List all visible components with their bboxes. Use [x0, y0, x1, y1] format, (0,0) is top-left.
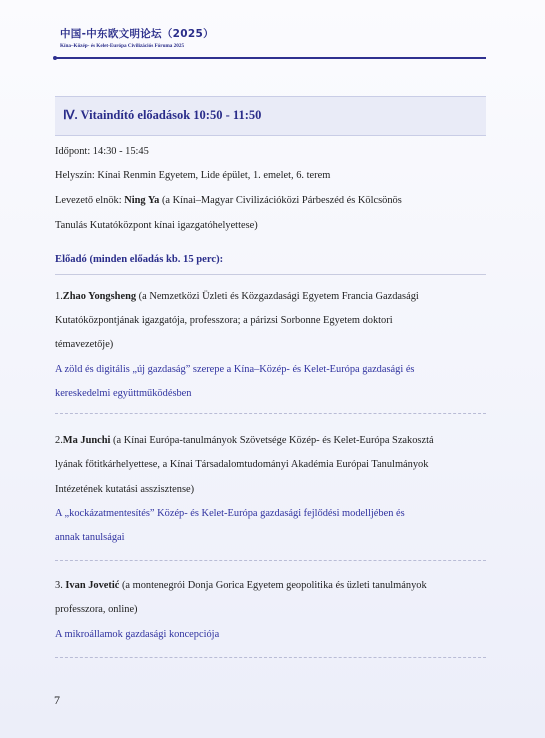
page-number: 7: [54, 693, 60, 707]
speaker-affiliation: (a montenegrói Donja Gorica Egyetem geopolitika és üzleti tanulmányok: [119, 580, 427, 591]
moderator-label: Levezető elnök:: [55, 195, 125, 206]
speaker-affiliation-cont: témavezetője): [55, 339, 114, 350]
speaker-affiliation: (a Kínai Európa-tanulmányok Szövetsége Közép- és Kelet-Európa Szakosztá: [110, 435, 434, 446]
speaker-2: [55, 434, 434, 448]
talk-title-cont: annak tanulságai: [55, 532, 125, 543]
running-header: [60, 26, 214, 49]
header-subtitle: Kína–Közép- és Kelet-Európa Civilizációs Fóruma 2025: [60, 43, 185, 49]
speaker-affiliation-cont: professzora, online): [55, 604, 138, 615]
speaker-affiliation-cont: lyának főtitkárhelyettese, a Kínai Társadalomtudományi Akadémia Európai Tanulmányok: [55, 459, 429, 470]
talk-title: A mikroállamok gazdasági koncepciója: [55, 629, 220, 640]
speaker-number: 2.: [55, 435, 63, 446]
section-banner: [55, 96, 486, 136]
place-info: Helyszín: Kínai Renmin Egyetem, Lide épület, 1. emelet, 6. terem: [55, 170, 331, 181]
moderator-desc-cont: Tanulás Kutatóközpont kínai igazgatóhelyettese): [55, 220, 258, 231]
talk-title: A zöld és digitális „új gazdaság” szerepe a Kína–Közép- és Kelet-Európa gazdasági és: [55, 364, 415, 375]
speaker-number: 1.: [55, 291, 63, 302]
dashed-divider: [55, 560, 486, 561]
speakers-heading: Előadó (minden előadás kb. 15 perc):: [55, 254, 224, 265]
header-title: 中国-中东欧文明论坛（2025）: [60, 28, 214, 40]
speaker-affiliation: (a Nemzetközi Üzleti és Közgazdasági Egyetem Francia Gazdasági: [136, 291, 419, 302]
speaker-number: 3.: [55, 580, 66, 591]
moderator-name: Ning Ya: [124, 195, 160, 206]
divider: [55, 274, 486, 275]
speaker-3: [55, 579, 427, 593]
dashed-divider: [55, 657, 486, 658]
time-info: Időpont: 14:30 - 15:45: [55, 146, 149, 157]
speaker-affiliation-cont: Kutatóközpontjának igazgatója, professzora; a párizsi Sorbonne Egyetem doktori: [55, 315, 393, 326]
moderator-info: [55, 194, 402, 208]
talk-title: A „kockázatmentesítés” Közép- és Kelet-Európa gazdasági fejlődési modelljében és: [55, 508, 405, 519]
header-rule: [55, 57, 486, 59]
dashed-divider: [55, 413, 486, 414]
speaker-affiliation-cont: Intézetének kutatási asszisztense): [55, 484, 195, 495]
moderator-desc: (a Kínai–Magyar Civilizációközi Párbeszéd és Kölcsönös: [159, 195, 402, 206]
speaker-name: Ma Junchi: [62, 435, 111, 446]
talk-title-cont: kereskedelmi együttműködésben: [55, 388, 192, 399]
speaker-name: Ivan Jovetić: [65, 580, 120, 591]
section-title: Ⅳ. Vitaindító előadások 10:50 - 11:50: [63, 108, 262, 122]
speaker-1: [55, 290, 419, 304]
speaker-name: Zhao Yongsheng: [62, 291, 137, 302]
